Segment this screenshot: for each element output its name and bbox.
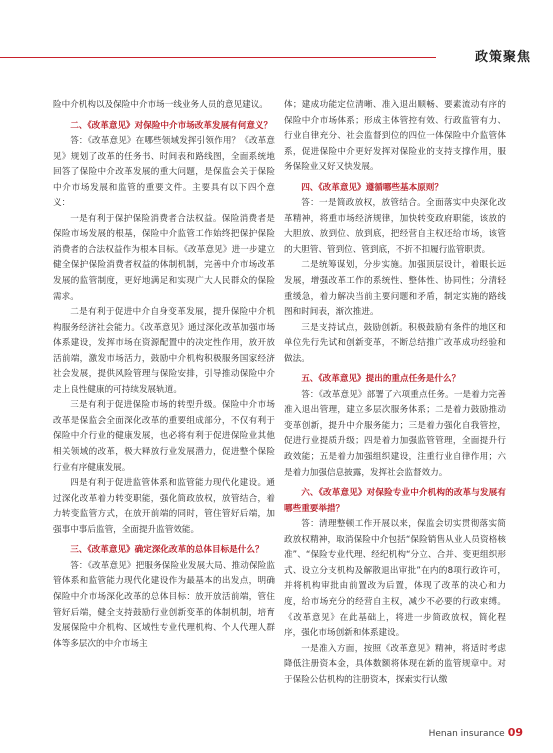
paragraph: 三是支持试点，鼓励创新。积极鼓励有条件的地区和单位先行先试和创新变革，不断总结推广改革成功经验和做法。 <box>284 322 506 364</box>
paragraph: 四是有利于促进监管体系和监管能力现代化建设。通过深化改革着力转变职能，强化简政放权，放管结合，着力转变监管方式，在放开前端的同时，管住管好后端，加强事中事后监管，全面提升监管效能。 <box>53 478 275 535</box>
paragraph: 答：清理整顿工作开展以来，保监会切实贯彻落实简政放权精神，取消保险中介包括“保险销售从业人员资格核准”、“保险专业代理、经纪机构“分立、合并、变更组织形式、设立分支机构及解散退出审批”在内的8项行政许可，并将机构审批由前置改为后置，体现了改革的决心和力度，给市场充分的经营自主权，减少不必要的行政束缚。《改革意见》在此基础上，将进一步简政放权，简化程序，强化市场创新和体系建设。 <box>284 519 506 639</box>
left-column <box>53 98 275 652</box>
paragraph: 险中介机构以及保险中介市场一线业务人员的意见建议。 <box>53 100 268 110</box>
section-heading: 五、《改革意见》提出的重点任务是什么？ <box>301 374 461 385</box>
paragraph: 二是有利于促进中介自身变革发展，提升保险中介机构服务经济社会能力。《改革意见》通过深化改革加强市场体系建设，发挥市场在资源配置中的决定性作用，放开放活前端，激发市场活力，鼓励中介机构积极服务国家经济社会发展，提供风险管理与保险安排，引导推动保险中介走上良性健康的可持续发展轨道。 <box>53 307 275 395</box>
paragraph: 答：《改革意见》在哪些领域发挥引领作用？《改革意见》规划了改革的任务书、时间表和路线图，全面系统地回答了保险中介改革发展的重大问题，是保监会关于保险中介市场发展和监管的重要文件。主要具有以下四个意义： <box>53 136 275 209</box>
paragraph: 三是有利于促进保险市场的转型升级。保险中介市场改革是保监会全面深化改革的重要组成部分，不仅有利于保险中介行业的健康发展，也必将有利于促进保险业其他相关领域的改革，极大释放行业发展潜力，促进整个保险行业有序健康发展。 <box>53 400 275 473</box>
header-rule <box>0 57 436 58</box>
magazine-name: Henan insurance <box>428 729 505 739</box>
paragraph: 答：《改革意见》把服务保险业发展大局、推动保险监管体系和监管能力现代化建设作为最基本的出发点，明确保险中介市场深化改革的总体目标：放开放活前端，管住管好后端，健全支持鼓励行业创新变革的体制机制，培育发展保险中介机构、区域性专业代理机构、个人代理人群体等多层次的中介市场主 <box>53 560 275 649</box>
paragraph: 二是统筹谋划，分步实施。加强顶层设计，着眼长远发展，增强改革工作的系统性、整体性、协同性；分清轻重缓急，着力解决当前主要问题和矛盾，制定实施的路线图和时间表，渐次推进。 <box>284 260 506 318</box>
section-tag: 政策聚焦 <box>474 50 531 65</box>
paragraph: 体；建成功能定位清晰、准入退出顺畅、要素流动有序的保险中介市场体系；形成主体管控有效、行政监管有力、行业自律充分、社会监督到位的四位一体保险中介监管体系，促进保险中介更好发挥对保险业的支持支撑作用，服务保险业又好又快发展。 <box>284 100 506 173</box>
page-number: 09 <box>507 726 523 739</box>
page-footer <box>429 726 523 739</box>
right-column <box>284 98 506 688</box>
paragraph: 答：《改革意见》部署了六项重点任务。一是着力完善准入退出管理，建立多层次服务体系；二是着力鼓励推动变革创新，提升中介服务能力；三是着力强化自我管控，促进行业提质升级；四是着力加强监管管理，全面提升行政效能；五是着力加强组织建设，注重行业自律作用；六是着力加强信息披露，发挥社会监督效力。 <box>284 389 506 478</box>
paragraph: 答：一是简政放权，放管结合。全面落实中央深化改革精神，将重市场经济规律，加快转变政府职能，该放的大胆放、放到位、放到底，把经营自主权还给市场，该管的大胆管、管到位、管到底，不折不扣履行监管职责。 <box>284 198 506 255</box>
paragraph: 一是准入方面，按照《改革意见》精神，将适时考虑降低注册资本金，具体数额将体现在新的监管规章中。对于保险公估机构的注册资本，探索实行认缴 <box>284 643 506 685</box>
section-heading: 四、《改革意见》遵循哪些基本原则？ <box>301 182 443 193</box>
paragraph: 一是有利于保护保险消费者合法权益。保险消费者是保险市场发展的根基，保险中介监管工作始终把保护保险消费者的合法权益作为根本目标。《改革意见》进一步建立健全保护保险消费者权益的体制机制，完善中介市场改革发展的监管制度，更好地满足和实现广大人民群众的保险需求。 <box>53 213 275 302</box>
section-heading: 六、《改革意见》对保险专业中介机构的改革与发展有哪些重要举措？ <box>284 488 506 514</box>
section-heading: 三、《改革意见》确定深化改革的总体目标是什么？ <box>70 545 264 556</box>
section-heading: 二、《改革意见》对保险中介市场改革发展有何意义？ <box>70 120 273 131</box>
